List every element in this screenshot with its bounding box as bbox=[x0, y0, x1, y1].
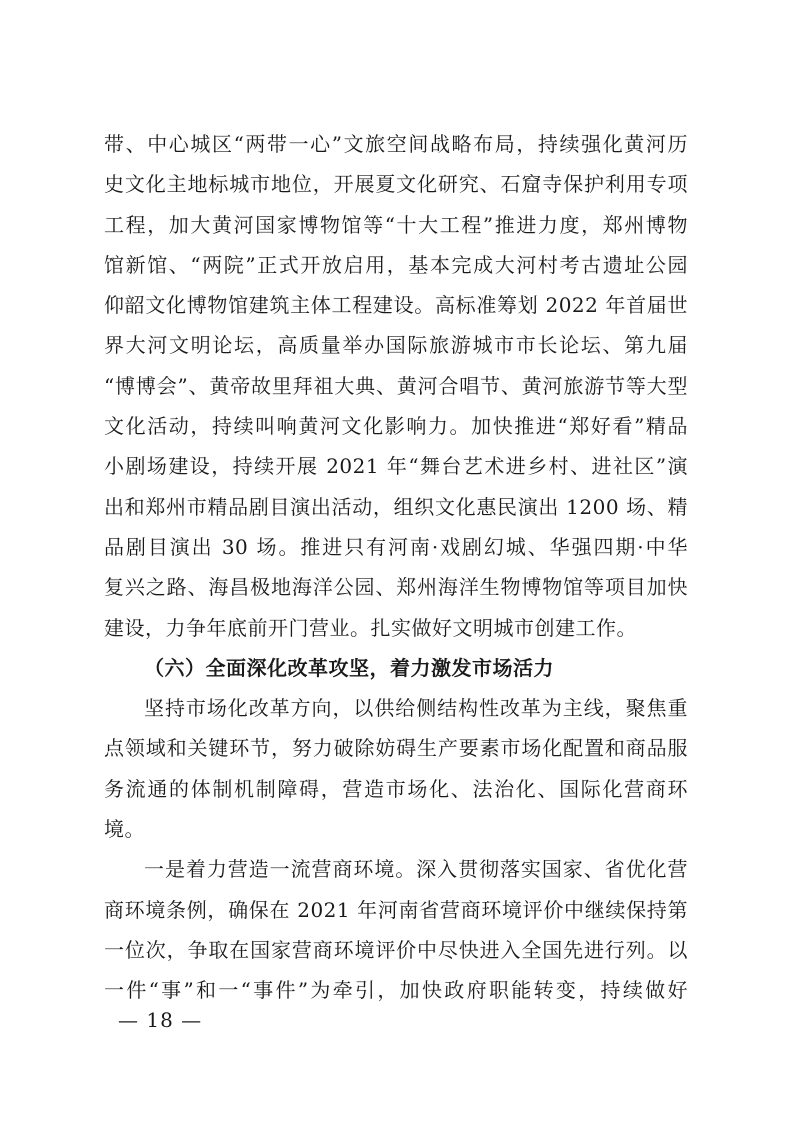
text-line: 界大河文明论坛，高质量举办国际旅游城市市长论坛、第九届 bbox=[104, 333, 688, 358]
text-line: 出和郑州市精品剧目演出活动，组织文化惠民演出 1200 场、精 bbox=[104, 494, 688, 519]
text-line: 一件“事”和一“事件”为牵引，加快政府职能转变，持续做好 bbox=[104, 978, 688, 1003]
text-line: “博博会”、黄帝故里拜祖大典、黄河合唱节、黄河旅游节等大型 bbox=[104, 373, 688, 398]
text-line: 建设，力争年底前开门营业。扎实做好文明城市创建工作。 bbox=[104, 615, 637, 640]
text-line: 坚持市场化改革方向，以供给侧结构性改革为主线，聚焦重 bbox=[144, 696, 688, 721]
text-line: 小剧场建设，持续开展 2021 年“舞台艺术进乡村、进社区”演 bbox=[104, 454, 688, 479]
text-line: 境。 bbox=[104, 817, 145, 842]
text-line: 文化活动，持续叫响黄河文化影响力。加快推进“郑好看”精品 bbox=[104, 414, 688, 439]
text-line: 复兴之路、海昌极地海洋公园、郑州海洋生物博物馆等项目加快 bbox=[104, 575, 688, 600]
text-line: 带、中心城区“两带一心”文旅空间战略布局，持续强化黄河历 bbox=[104, 132, 688, 156]
page-number: — 18 — bbox=[118, 1008, 203, 1032]
text-line: 工程，加大黄河国家博物馆等“十大工程”推进力度，郑州博物 bbox=[104, 212, 688, 237]
text-line: 馆新馆、“两院”正式开放启用，基本完成大河村考古遗址公园 bbox=[104, 252, 688, 277]
text-line: 一位次，争取在国家营商环境评价中尽快进入全国先进行列。以 bbox=[104, 937, 688, 962]
text-line: 务流通的体制机制障碍，营造市场化、法治化、国际化营商环 bbox=[104, 776, 688, 801]
text-line: 点领域和关键环节，努力破除妨碍生产要素市场化配置和商品服 bbox=[104, 736, 688, 761]
text-line: 品剧目演出 30 场。推进只有河南·戏剧幻城、华强四期·中华 bbox=[104, 534, 688, 559]
section-heading: （六）全面深化改革攻坚，着力激发市场活力 bbox=[144, 655, 554, 680]
text-line: 商环境条例，确保在 2021 年河南省营商环境评价中继续保持第 bbox=[104, 897, 688, 922]
text-line: 仰韶文化博物馆建筑主体工程建设。高标准筹划 2022 年首届世 bbox=[104, 293, 688, 318]
text-line: 史文化主地标城市地位，开展夏文化研究、石窟寺保护利用专项 bbox=[104, 172, 688, 197]
body-text bbox=[104, 124, 688, 1011]
text-line: 一是着力营造一流营商环境。深入贯彻落实国家、省优化营 bbox=[144, 857, 688, 882]
